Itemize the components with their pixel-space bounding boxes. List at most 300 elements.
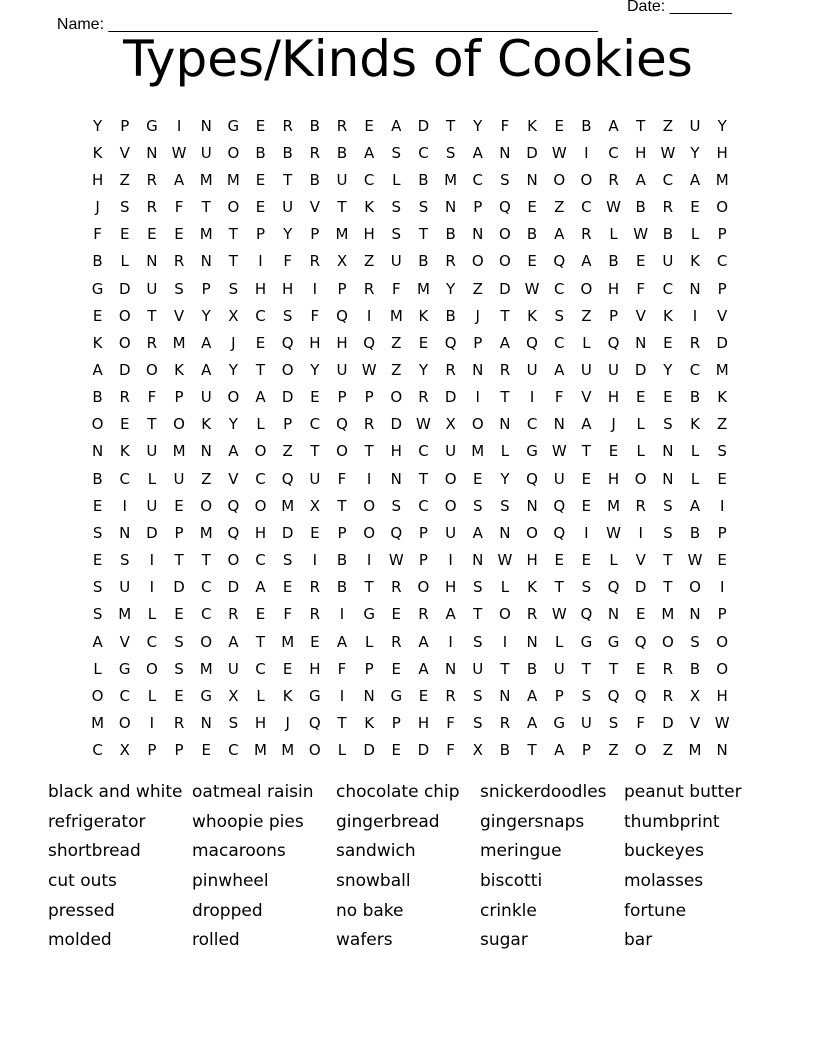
grid-letter[interactable]: S [418,198,429,217]
grid-letter[interactable]: C [92,741,103,760]
grid-letter[interactable]: U [336,170,348,189]
grid-letter[interactable]: C [363,170,375,189]
grid-letter[interactable]: M [199,170,213,189]
grid-letter[interactable]: Q [634,686,647,705]
grid-letter[interactable]: B [336,551,348,570]
grid-letter[interactable]: T [364,578,374,597]
grid-letter[interactable]: I [149,551,155,570]
grid-letter[interactable]: E [255,333,266,352]
grid-letter[interactable]: R [309,143,321,162]
grid-letter[interactable]: R [526,605,538,624]
grid-letter[interactable]: R [363,415,375,434]
grid-letter[interactable]: G [526,442,538,461]
grid-letter[interactable]: M [118,605,132,624]
grid-letter[interactable]: B [92,469,103,488]
grid-letter[interactable]: B [418,252,429,271]
grid-letter[interactable]: E [635,605,646,624]
grid-letter[interactable]: E [554,116,564,135]
grid-letter[interactable]: Q [227,523,240,542]
grid-letter[interactable]: T [174,551,184,570]
grid-letter[interactable]: B [336,578,348,597]
grid-letter[interactable]: K [92,333,103,352]
grid-letter[interactable]: Q [499,198,511,217]
grid-letter[interactable]: D [173,578,185,597]
grid-letter[interactable]: P [174,388,184,407]
grid-letter[interactable]: A [554,225,565,244]
grid-letter[interactable]: Q [553,252,566,271]
grid-letter[interactable]: T [663,551,673,570]
grid-letter[interactable]: M [444,170,458,189]
grid-letter[interactable]: Y [418,360,429,379]
grid-letter[interactable]: N [689,279,701,298]
grid-letter[interactable]: C [200,578,212,597]
grid-letter[interactable]: Y [201,306,211,325]
grid-letter[interactable]: Q [281,469,294,488]
grid-letter[interactable]: E [527,252,537,271]
grid-letter[interactable]: C [309,415,321,434]
grid-letter[interactable]: O [91,686,104,705]
grid-letter[interactable]: E [174,686,184,705]
grid-letter[interactable]: J [231,333,236,352]
grid-letter[interactable]: K [119,442,130,461]
grid-letter[interactable]: R [309,252,321,271]
grid-letter[interactable]: S [717,442,727,461]
grid-letter[interactable]: E [635,252,646,271]
grid-letter[interactable]: M [226,170,240,189]
grid-letter[interactable]: A [228,442,239,461]
grid-letter[interactable]: A [92,360,103,379]
grid-letter[interactable]: N [363,686,375,705]
grid-letter[interactable]: K [174,360,184,379]
grid-letter[interactable]: B [526,225,538,244]
grid-letter[interactable]: I [366,551,372,570]
grid-letter[interactable]: K [418,306,429,325]
grid-letter[interactable]: L [120,252,129,271]
grid-letter[interactable]: S [282,551,293,570]
grid-letter[interactable]: C [255,551,266,570]
grid-letter[interactable]: L [500,442,510,461]
grid-letter[interactable]: D [417,116,430,135]
grid-letter[interactable]: F [446,741,455,760]
grid-letter[interactable]: O [254,496,267,515]
grid-letter[interactable]: E [255,116,266,135]
grid-letter[interactable]: U [553,659,565,678]
grid-letter[interactable]: I [719,496,725,515]
grid-letter[interactable]: M [199,225,213,244]
grid-letter[interactable]: L [609,551,618,570]
grid-letter[interactable]: Q [607,686,620,705]
grid-letter[interactable]: I [584,523,589,542]
grid-letter[interactable]: O [444,496,457,515]
grid-letter[interactable]: O [716,632,729,651]
grid-letter[interactable]: P [364,659,374,678]
grid-letter[interactable]: E [717,551,727,570]
grid-letter[interactable]: H [607,469,620,488]
grid-letter[interactable]: F [93,225,102,244]
grid-letter[interactable]: W [687,551,703,570]
grid-letter[interactable]: X [336,252,348,271]
grid-letter[interactable]: Q [281,333,294,352]
grid-letter[interactable]: E [527,198,537,217]
grid-letter[interactable]: O [634,741,647,760]
grid-letter[interactable]: H [309,659,321,678]
grid-letter[interactable]: P [310,225,320,244]
grid-letter[interactable]: S [92,523,103,542]
grid-letter[interactable]: E [608,442,619,461]
grid-letter[interactable]: G [146,116,158,135]
grid-letter[interactable]: N [200,714,212,733]
grid-letter[interactable]: B [282,143,293,162]
grid-letter[interactable]: A [201,333,212,352]
grid-letter[interactable]: A [418,632,429,651]
grid-letter[interactable]: Z [282,442,293,461]
grid-letter[interactable]: M [91,714,105,733]
grid-letter[interactable]: R [282,116,293,135]
grid-letter[interactable]: F [147,388,157,407]
grid-letter[interactable]: H [607,388,620,407]
grid-letter[interactable]: C [119,469,130,488]
grid-letter[interactable]: B [689,388,701,407]
grid-letter[interactable]: O [308,741,321,760]
grid-letter[interactable]: W [551,143,567,162]
grid-letter[interactable]: U [390,252,402,271]
grid-letter[interactable]: L [364,632,374,651]
grid-letter[interactable]: T [255,360,266,379]
grid-letter[interactable]: N [499,523,511,542]
grid-letter[interactable]: E [635,388,646,407]
grid-letter[interactable]: R [499,360,511,379]
grid-letter[interactable]: D [444,388,457,407]
grid-letter[interactable]: P [120,116,130,135]
grid-letter[interactable]: I [529,388,535,407]
grid-letter[interactable]: P [717,523,727,542]
grid-letter[interactable]: T [255,632,266,651]
grid-letter[interactable]: V [119,632,130,651]
grid-letter[interactable]: O [200,632,213,651]
grid-letter[interactable]: A [499,333,511,352]
grid-letter[interactable]: N [607,605,620,624]
grid-letter[interactable]: T [228,225,238,244]
grid-letter[interactable]: U [309,469,321,488]
grid-letter[interactable]: Z [119,170,130,189]
grid-letter[interactable]: I [312,551,318,570]
grid-letter[interactable]: B [92,252,103,271]
grid-letter[interactable]: K [662,306,673,325]
grid-letter[interactable]: R [309,605,321,624]
grid-letter[interactable]: K [527,306,537,325]
grid-letter[interactable]: Z [201,469,212,488]
grid-letter[interactable]: Q [553,523,566,542]
grid-letter[interactable]: U [200,143,212,162]
grid-letter[interactable]: S [391,143,402,162]
grid-letter[interactable]: P [717,605,727,624]
grid-letter[interactable]: C [662,170,674,189]
grid-letter[interactable]: P [717,279,727,298]
grid-letter[interactable]: E [147,225,157,244]
grid-letter[interactable]: U [553,469,565,488]
grid-letter[interactable]: E [119,225,130,244]
grid-letter[interactable]: M [715,170,729,189]
grid-letter[interactable]: I [584,143,589,162]
grid-letter[interactable]: M [199,523,213,542]
grid-letter[interactable]: Z [364,252,375,271]
grid-letter[interactable]: M [281,741,295,760]
grid-letter[interactable]: O [716,659,729,678]
grid-letter[interactable]: E [174,605,184,624]
grid-letter[interactable]: J [475,306,480,325]
grid-letter[interactable]: E [663,388,673,407]
grid-letter[interactable]: A [689,496,701,515]
grid-letter[interactable]: U [119,578,131,597]
grid-letter[interactable]: O [227,143,240,162]
grid-letter[interactable]: C [716,252,728,271]
grid-letter[interactable]: A [336,632,348,651]
grid-letter[interactable]: S [663,523,673,542]
grid-letter[interactable]: U [580,714,592,733]
grid-letter[interactable]: S [554,306,564,325]
grid-letter[interactable]: R [662,659,674,678]
grid-letter[interactable]: M [607,496,621,515]
grid-letter[interactable]: E [282,659,293,678]
grid-letter[interactable]: R [228,605,239,624]
grid-letter[interactable]: E [174,225,184,244]
grid-letter[interactable]: G [118,659,131,678]
grid-letter[interactable]: N [390,469,402,488]
grid-letter[interactable]: I [258,252,263,271]
grid-letter[interactable]: F [283,252,292,271]
grid-letter[interactable]: W [551,442,567,461]
grid-letter[interactable]: L [147,686,157,705]
grid-letter[interactable]: B [255,143,266,162]
grid-letter[interactable]: M [281,496,295,515]
grid-letter[interactable]: S [473,496,483,515]
grid-letter[interactable]: K [282,686,293,705]
grid-letter[interactable]: D [281,523,294,542]
grid-letter[interactable]: M [416,279,430,298]
grid-letter[interactable]: I [366,306,372,325]
grid-letter[interactable]: N [472,551,484,570]
grid-letter[interactable]: U [146,442,158,461]
grid-letter[interactable]: C [119,686,130,705]
grid-letter[interactable]: O [145,659,158,678]
grid-letter[interactable]: T [364,442,374,461]
grid-letter[interactable]: S [391,198,402,217]
grid-letter[interactable]: R [119,388,130,407]
grid-letter[interactable]: H [282,279,294,298]
grid-letter[interactable]: U [526,360,538,379]
grid-letter[interactable]: W [606,523,621,542]
grid-letter[interactable]: T [581,442,591,461]
grid-letter[interactable]: T [500,306,510,325]
grid-letter[interactable]: U [173,469,185,488]
grid-letter[interactable]: O [471,415,484,434]
grid-letter[interactable]: D [634,360,647,379]
grid-letter[interactable]: A [554,360,565,379]
grid-letter[interactable]: S [92,605,103,624]
grid-letter[interactable]: C [581,198,592,217]
grid-letter[interactable]: Z [472,279,483,298]
grid-letter[interactable]: T [500,659,510,678]
grid-letter[interactable]: A [92,632,103,651]
grid-letter[interactable]: E [391,605,402,624]
grid-letter[interactable]: W [660,143,676,162]
grid-letter[interactable]: N [635,333,647,352]
grid-letter[interactable]: B [336,143,348,162]
grid-letter[interactable]: K [717,388,728,407]
grid-letter[interactable]: Q [634,632,647,651]
grid-letter[interactable]: I [638,523,643,542]
grid-letter[interactable]: V [717,306,728,325]
grid-letter[interactable]: I [149,714,155,733]
grid-letter[interactable]: Q [308,714,321,733]
grid-letter[interactable]: H [309,333,321,352]
grid-letter[interactable]: D [499,279,511,298]
grid-letter[interactable]: N [526,496,538,515]
grid-letter[interactable]: R [173,252,185,271]
grid-letter[interactable]: P [609,306,619,325]
grid-letter[interactable]: C [228,741,239,760]
grid-letter[interactable]: L [690,469,700,488]
grid-letter[interactable]: Q [526,333,538,352]
grid-letter[interactable]: T [636,116,646,135]
grid-letter[interactable]: I [149,578,155,597]
grid-letter[interactable]: X [445,415,456,434]
grid-letter[interactable]: S [663,415,673,434]
grid-letter[interactable]: A [418,659,429,678]
grid-letter[interactable]: T [147,415,157,434]
grid-letter[interactable]: T [608,659,619,678]
grid-letter[interactable]: P [337,388,347,407]
grid-letter[interactable]: T [228,252,238,271]
grid-letter[interactable]: B [581,116,592,135]
grid-letter[interactable]: Y [717,116,727,135]
grid-letter[interactable]: A [472,523,483,542]
grid-letter[interactable]: G [227,116,240,135]
grid-letter[interactable]: R [418,605,429,624]
grid-letter[interactable]: I [692,306,698,325]
grid-letter[interactable]: C [255,469,266,488]
grid-letter[interactable]: N [526,170,538,189]
grid-letter[interactable]: L [582,333,591,352]
grid-letter[interactable]: I [366,469,372,488]
grid-letter[interactable]: C [418,442,429,461]
grid-letter[interactable]: E [717,469,727,488]
grid-letter[interactable]: E [92,496,103,515]
grid-letter[interactable]: T [418,469,429,488]
grid-letter[interactable]: S [473,578,483,597]
grid-letter[interactable]: D [417,741,430,760]
grid-letter[interactable]: F [337,469,347,488]
grid-letter[interactable]: J [285,714,290,733]
grid-letter[interactable]: S [663,496,673,515]
grid-letter[interactable]: B [309,170,320,189]
grid-letter[interactable]: H [91,170,104,189]
grid-letter[interactable]: P [473,333,483,352]
grid-letter[interactable]: O [227,198,240,217]
grid-letter[interactable]: Q [444,333,457,352]
grid-letter[interactable]: B [418,170,429,189]
grid-letter[interactable]: F [636,714,646,733]
grid-letter[interactable]: K [690,252,700,271]
grid-letter[interactable]: S [608,714,619,733]
grid-letter[interactable]: U [608,360,620,379]
grid-letter[interactable]: E [391,659,402,678]
date-field[interactable]: Date: _______ [627,0,732,15]
grid-letter[interactable]: W [524,279,540,298]
grid-letter[interactable]: E [174,496,184,515]
grid-letter[interactable]: N [91,442,104,461]
grid-letter[interactable]: P [554,686,564,705]
grid-letter[interactable]: H [635,143,647,162]
grid-letter[interactable]: G [91,279,104,298]
grid-letter[interactable]: L [500,578,510,597]
grid-letter[interactable]: S [119,551,130,570]
grid-letter[interactable]: Q [390,523,403,542]
grid-letter[interactable]: H [607,279,620,298]
grid-letter[interactable]: F [500,116,510,135]
grid-letter[interactable]: N [689,605,701,624]
grid-letter[interactable]: U [227,659,239,678]
grid-letter[interactable]: L [147,469,157,488]
grid-letter[interactable]: F [283,605,292,624]
grid-letter[interactable]: X [472,741,483,760]
grid-letter[interactable]: B [445,225,456,244]
grid-letter[interactable]: T [581,659,591,678]
grid-letter[interactable]: O [580,279,593,298]
grid-letter[interactable]: N [553,415,565,434]
grid-letter[interactable]: E [92,551,103,570]
grid-letter[interactable]: O [471,252,484,271]
grid-letter[interactable]: S [391,496,402,515]
grid-letter[interactable]: H [254,714,267,733]
grid-letter[interactable]: S [500,496,510,515]
grid-letter[interactable]: L [147,605,157,624]
grid-letter[interactable]: S [445,143,456,162]
grid-letter[interactable]: Q [580,605,593,624]
grid-letter[interactable]: I [312,279,318,298]
grid-letter[interactable]: O [499,605,511,624]
grid-letter[interactable]: L [93,659,102,678]
grid-letter[interactable]: G [580,632,593,651]
grid-letter[interactable]: A [201,360,212,379]
grid-letter[interactable]: A [526,686,538,705]
grid-letter[interactable]: T [201,551,211,570]
grid-letter[interactable]: Q [227,496,240,515]
grid-letter[interactable]: L [337,741,347,760]
grid-letter[interactable]: C [689,360,701,379]
grid-letter[interactable]: Y [663,360,673,379]
grid-letter[interactable]: O [145,360,158,379]
grid-letter[interactable]: A [608,116,619,135]
grid-letter[interactable]: F [310,306,320,325]
grid-letter[interactable]: T [663,578,673,597]
grid-letter[interactable]: O [336,442,348,461]
grid-letter[interactable]: E [635,659,646,678]
grid-letter[interactable]: E [581,469,592,488]
grid-letter[interactable]: W [497,551,513,570]
grid-letter[interactable]: O [417,578,430,597]
grid-letter[interactable]: N [200,116,212,135]
grid-letter[interactable]: Z [608,741,619,760]
grid-letter[interactable]: R [391,632,402,651]
grid-letter[interactable]: A [581,415,592,434]
grid-letter[interactable]: T [337,198,347,217]
grid-letter[interactable]: W [171,143,187,162]
grid-letter[interactable]: B [662,225,673,244]
grid-letter[interactable]: A [391,116,402,135]
grid-letter[interactable]: I [176,116,182,135]
grid-letter[interactable]: R [662,198,674,217]
